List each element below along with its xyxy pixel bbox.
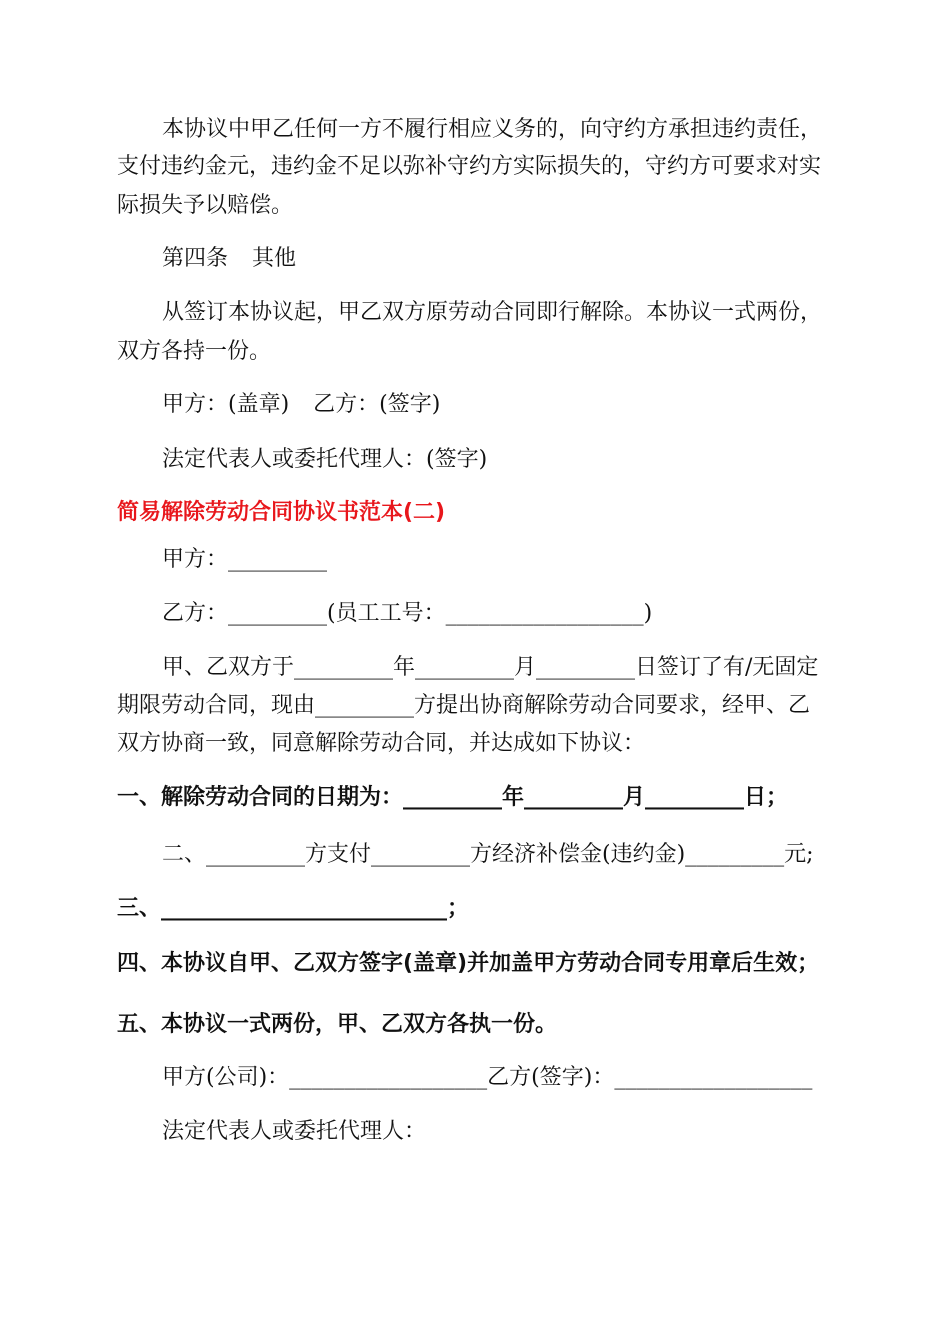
paragraph-agreement-line-1: 甲、乙双方于_________年_________月_________日签订了有/无固定	[162, 655, 819, 680]
signature-line-1	[162, 390, 440, 420]
paragraph-termination-line-2: 双方各持一份。	[117, 339, 272, 364]
item-four: 四、本协议自甲、乙双方签字(盖章)并加盖甲方劳动合同专用章后生效；	[117, 951, 820, 976]
article-title: 其他	[252, 246, 297, 271]
party-a-field: 甲方：_________	[162, 547, 328, 572]
paragraph-agreement-line-3: 双方协商一致，同意解除劳动合同，并达成如下协议：	[117, 731, 646, 756]
representative-line-1: 法定代表人或委托代理人：(签字)	[162, 447, 488, 472]
paragraph-agreement-line-2: 期限劳动合同，现由_________方提出协商解除劳动合同要求，经甲、乙	[117, 693, 811, 718]
paragraph-termination-line-1: 从签订本协议起，甲乙双方原劳动合同即行解除。本协议一式两份，	[162, 300, 823, 325]
party-b-sign: 乙方：(签字)	[313, 392, 441, 417]
party-a-seal: 甲方：(盖章)	[162, 392, 290, 417]
item-three: 三、__________________________；	[117, 896, 470, 921]
paragraph-penalty-line-3: 际损失予以赔偿。	[117, 193, 294, 218]
party-b-field: 乙方：_________(员工工号：__________________)	[162, 601, 653, 626]
article-number: 第四条	[162, 246, 229, 271]
article-four-heading	[162, 244, 296, 274]
section-title: 简易解除劳动合同协议书范本(二)	[117, 500, 446, 525]
item-five: 五、本协议一式两份，甲、乙双方各执一份。	[117, 1012, 558, 1037]
representative-line-2: 法定代表人或委托代理人：	[162, 1119, 427, 1144]
item-one: 一、解除劳动合同的日期为：_________年_________月_________日；	[117, 785, 789, 810]
paragraph-penalty-line-2: 支付违约金元，违约金不足以弥补守约方实际损失的，守约方可要求对实	[117, 154, 822, 179]
paragraph-penalty-line-1: 本协议中甲乙任何一方不履行相应义务的，向守约方承担违约责任，	[162, 117, 823, 142]
item-two: 二、_________方支付_________方经济补偿金(违约金)_________元;	[162, 842, 814, 867]
signature-line-2: 甲方(公司)：__________________乙方(签字)：__________________	[162, 1065, 813, 1090]
